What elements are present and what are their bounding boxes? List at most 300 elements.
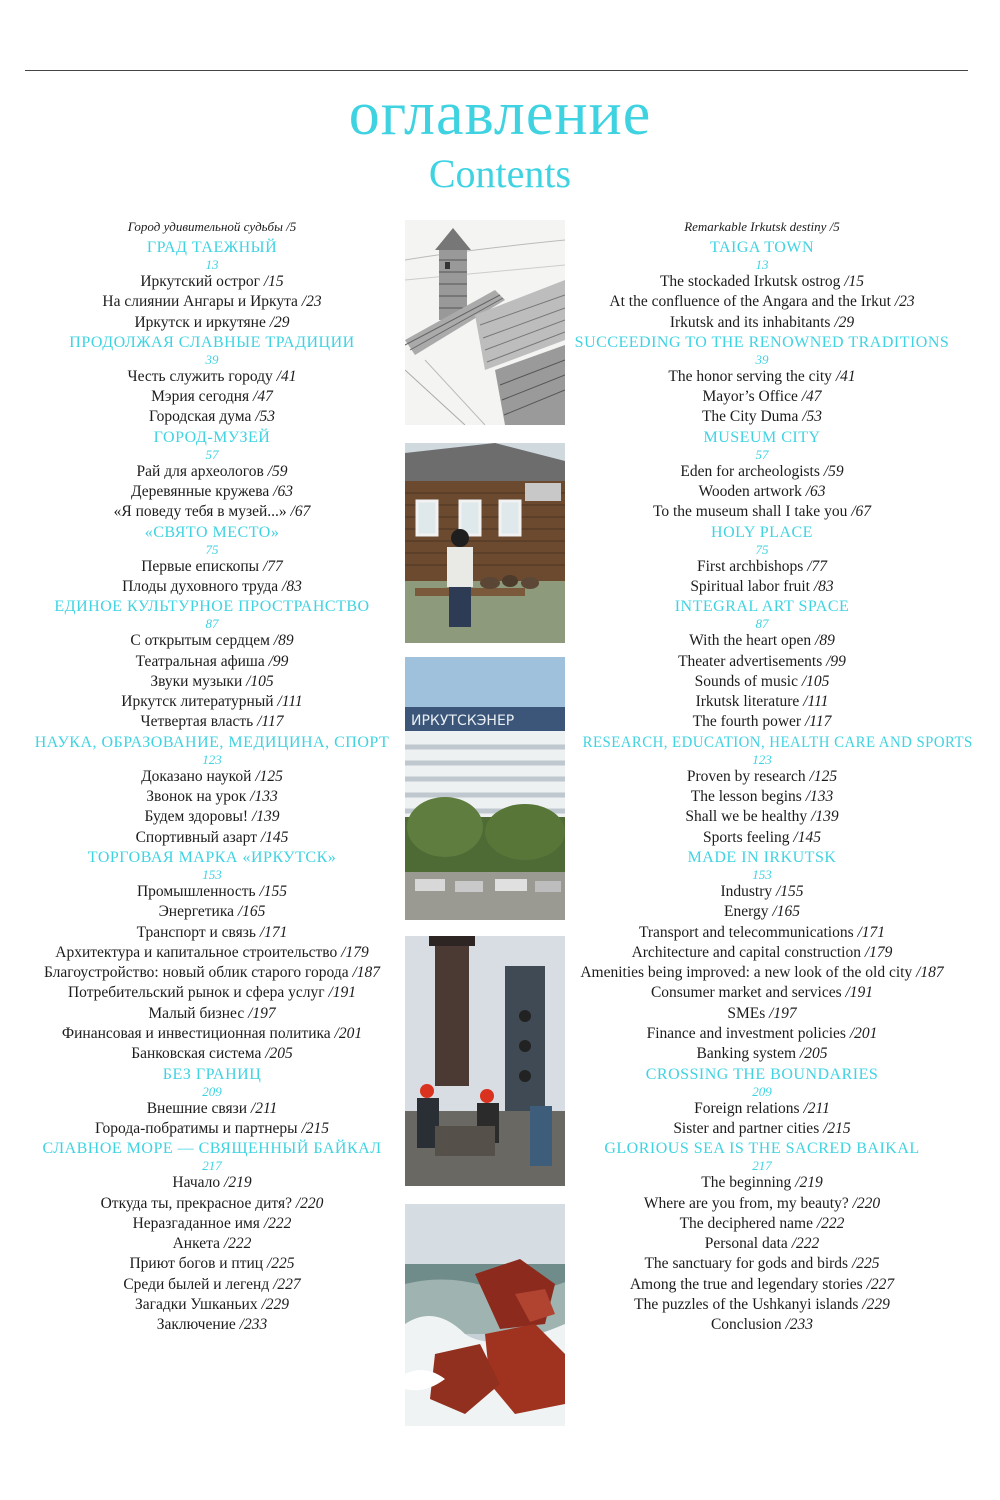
entry-text: Иркутск литературный [121,693,274,711]
toc-entry [17,387,407,407]
entry-text: Conclusion [710,1316,782,1334]
toc-section [567,333,957,428]
entry-page-number: /89 [815,632,835,650]
toc-entry [17,502,407,522]
entry-page-number: /41 [276,367,297,385]
toc-entry [17,292,407,312]
entry-page-number: /197 [769,1004,797,1022]
entry-text: Industry [720,882,773,900]
svg-text:ИРКУТСКЭНЕР: ИРКУТСКЭНЕР [411,713,515,729]
toc-entry [17,1044,407,1064]
toc-entry [17,943,407,963]
section-title: ТОРГОВАЯ МАРКА «ИРКУТСК» [87,848,337,866]
entry-page-number: /29 [834,313,855,331]
entry-page-number: /191 [328,984,357,1002]
toc-entry [567,1315,957,1335]
entry-page-number: /222 [263,1214,292,1232]
section-title: ЕДИНОЕ КУЛЬТУРНОЕ ПРОСТРАНСТВО [54,598,370,616]
entry-text: Деревянные кружева [131,483,270,501]
toc-entry [567,1214,957,1234]
entry-text: First archbishops [696,557,804,575]
entry-text: Shall we be healthy [685,808,808,826]
toc-entry [567,787,957,807]
entry-text: Анкета [172,1235,220,1253]
toc-entry [567,983,957,1003]
entry-page-number: /133 [250,788,278,806]
entry-text: To the museum shall I take you [652,503,848,521]
entry-page-number: /171 [259,923,288,941]
toc-entry [567,1099,957,1119]
entry-page-number: /53 [255,408,276,426]
entry-page-number: /155 [259,882,288,900]
entry-page-number: /125 [809,767,838,785]
contents-column-en [567,216,973,1336]
toc-entry [17,983,407,1003]
entry-page-number: /229 [261,1295,290,1313]
entry-text: The City Duma [701,408,799,426]
toc-entry [567,313,957,333]
entry-text: Архитектура и капитальное строительство [55,943,338,961]
toc-entry [567,502,957,522]
entry-text: The deciphered name [679,1214,813,1232]
entry-text: Иркутский острог [140,273,260,290]
toc-entry [17,1295,407,1315]
entry-text: Промышленность [136,882,256,900]
toc-entry [567,631,957,651]
entry-page-number: /165 [237,903,266,921]
top-rule [25,70,968,71]
section-page-number: 57 [205,446,219,462]
entry-text: Финансовая и инвестиционная политика [61,1025,331,1043]
entry-text: Banking system [696,1045,797,1063]
entry-page-number: /99 [826,652,846,670]
entry-page-number: /111 [803,693,829,711]
entry-page-number: /77 [262,557,283,575]
entry-page-number: /229 [862,1295,890,1313]
entry-text: Города-побратимы и партнеры [94,1119,298,1137]
entry-text: Честь служить городу [127,367,273,385]
entry-page-number: /23 [301,293,322,311]
entry-page-number: /220 [295,1194,324,1212]
toc-entry [17,1024,407,1044]
entry-page-number: /133 [805,788,834,806]
entry-text: Городская дума [148,408,252,426]
entry-page-number: /15 [263,273,284,290]
section-title: БЕЗ ГРАНИЦ [162,1065,262,1083]
toc-entry [17,828,407,848]
entry-page-number: /105 [801,672,830,690]
entry-page-number: /197 [248,1004,276,1022]
section-title: ПРОДОЛЖАЯ СЛАВНЫЕ ТРАДИЦИИ [69,333,355,351]
section-title: СЛАВНОЕ МОРЕ — СВЯЩЕННЫЙ БАЙКАЛ [42,1140,382,1158]
toc-entry [17,692,407,712]
entry-text: Звуки музыки [150,672,243,690]
entry-text: The stockaded Irkutsk ostrog [659,273,841,290]
entry-page-number: /220 [852,1194,881,1212]
toc-entry [17,1234,407,1254]
section-page-number: 13 [205,257,219,272]
toc-entry [567,1173,957,1193]
entry-text: Architecture and capital construction [631,943,861,961]
toc-entry [17,1194,407,1214]
entry-text: Energy [724,903,769,921]
entry-page-number: /219 [795,1174,823,1192]
toc-entry [17,1275,407,1295]
entry-page-number: /145 [260,828,289,846]
photo-potter-wooden-house [405,443,565,643]
entry-text: Начало [172,1174,221,1192]
entry-text: Foreign relations [694,1099,800,1117]
intro-line [17,216,407,238]
toc-entry [17,313,407,333]
toc-entry [567,557,957,577]
entry-page-number: /77 [807,557,828,575]
entry-page-number: /205 [265,1045,293,1063]
entry-text: Finance and investment policies [646,1025,846,1043]
entry-text: SMEs [727,1004,766,1022]
entry-page-number: /47 [801,388,822,406]
section-page-number: 75 [755,541,769,557]
entry-page-number: /191 [845,984,874,1002]
toc-entry [17,882,407,902]
section-title: HOLY PLACE [711,523,813,541]
toc-entry [17,557,407,577]
toc-section [567,1065,957,1140]
toc-entry [567,292,957,312]
entry-page-number: /215 [823,1119,851,1137]
entry-page-number: /139 [811,808,839,826]
entry-page-number: /165 [772,903,800,921]
section-page-number: 209 [752,1083,772,1099]
entry-page-number: /83 [282,577,302,595]
photo-irkutskenergo-building [405,657,565,920]
entry-text: Irkutsk literature [695,693,800,711]
toc-section [567,238,957,333]
toc-entry [567,923,957,943]
toc-entry [567,712,957,732]
entry-text: На слиянии Ангары и Иркута [102,293,298,311]
entry-page-number: /215 [301,1119,330,1137]
entry-page-number: /187 [352,964,381,982]
entry-text: Mayor’s Office [702,388,798,406]
toc-entry [17,1099,407,1119]
entry-page-number: /117 [257,713,284,731]
toc-entry [567,1044,957,1064]
toc-section [567,1139,957,1335]
entry-text: Спортивный азарт [135,828,257,846]
section-title: MADE IN IRKUTSK [687,848,837,866]
entry-text: Среди былей и легенд [123,1275,270,1293]
section-title: MUSEUM CITY [703,428,821,446]
section-page-number: 153 [752,866,772,882]
toc-entry [567,1024,957,1044]
entry-page-number: /125 [255,767,283,785]
entry-text: The lesson begins [690,788,802,806]
entry-text: Будем здоровы! [144,808,249,826]
toc-entry [567,902,957,922]
entry-page-number: /29 [269,313,290,331]
entry-text: The sanctuary for gods and birds [644,1255,849,1273]
photo-sketch-wooden-fort [405,220,565,425]
entry-page-number: /23 [894,293,915,311]
section-title: SUCCEEDING TO THE RENOWNED TRADITIONS [574,333,950,351]
section-page-number: 87 [755,616,769,632]
entry-text: Откуда ты, прекрасное дитя? [100,1194,292,1212]
toc-entry [17,1119,407,1139]
entry-text: Энергетика [158,903,234,921]
toc-section [567,428,957,523]
toc-section [17,1139,407,1335]
toc-entry [17,902,407,922]
toc-section [17,333,407,428]
entry-text: Транспорт и связь [136,923,256,941]
entry-text: The puzzles of the Ushkanyi islands [634,1295,859,1313]
toc-entry [17,482,407,502]
toc-entry [567,882,957,902]
section-page-number: 87 [205,616,219,632]
entry-text: Sounds of music [694,672,798,690]
entry-text: Загадки Ушканьих [134,1295,258,1313]
section-title: «СВЯТО МЕСТО» [144,523,280,541]
toc-entry [567,672,957,692]
entry-page-number: /111 [277,693,303,711]
entry-page-number: /227 [273,1275,301,1293]
entry-page-number: /201 [849,1025,878,1043]
toc-entry [17,462,407,482]
entry-page-number: /47 [253,388,273,406]
entry-page-number: /155 [775,882,804,900]
section-page-number: 13 [755,257,769,272]
toc-section [567,848,957,1065]
section-page-number: 57 [755,446,769,462]
section-title: НАУКА, ОБРАЗОВАНИЕ, МЕДИЦИНА, СПОРТ [34,733,390,751]
entry-page-number: /233 [785,1316,814,1334]
entry-text: Sports feeling [703,828,790,846]
entry-text: The honor serving the city [668,367,832,385]
intro-page: /5 [286,219,297,234]
entry-page-number: /99 [268,652,289,670]
entry-page-number: /205 [799,1045,828,1063]
entry-text: Плоды духовного труда [122,577,279,595]
toc-entry [567,963,957,983]
entry-page-number: /222 [816,1214,845,1232]
photo-workers-industrial-column [405,936,565,1186]
toc-section [567,523,957,598]
entry-text: Звонок на урок [146,788,247,806]
entry-page-number: /233 [239,1316,268,1334]
section-title: ГОРОД-МУЗЕЙ [153,428,271,446]
entry-text: Доказано наукой [141,767,252,785]
toc-entry [567,387,957,407]
entry-page-number: /145 [793,828,821,846]
entry-page-number: /63 [273,483,293,501]
toc-entry [567,807,957,827]
photo-baikal-rocks-waves [405,1204,565,1426]
toc-entry [17,1254,407,1274]
entry-text: Благоустройство: новый облик старого города [43,964,349,982]
intro-line [567,216,957,238]
entry-page-number: /227 [866,1275,895,1293]
entry-text: Amenities being improved: a new look of the old city [580,964,913,982]
toc-section [567,597,957,732]
entry-text: Рай для археологов [136,462,264,480]
entry-page-number: /201 [334,1025,363,1043]
entry-page-number: /89 [273,632,294,650]
toc-entry [567,577,957,597]
entry-page-number: /225 [266,1255,295,1273]
section-title: CROSSING THE BOUNDARIES [645,1065,879,1083]
entry-text: The beginning [701,1174,792,1192]
toc-entry [17,631,407,651]
entry-page-number: /53 [802,408,823,426]
toc-entry [567,1194,957,1214]
toc-entry [17,767,407,787]
entry-page-number: /41 [835,367,856,385]
entry-page-number: /105 [246,672,274,690]
entry-text: Иркутск и иркутяне [134,313,266,331]
toc-entry [567,407,957,427]
entry-page-number: /219 [224,1174,252,1192]
toc-entry [17,652,407,672]
toc-entry [17,1004,407,1024]
entry-text: Transport and telecommunications [638,923,854,941]
entry-page-number: /15 [844,273,865,290]
intro-text: Remarkable Irkutsk destiny [684,219,827,234]
entry-page-number: /83 [813,577,834,595]
entry-text: With the heart open [689,632,812,650]
toc-entry [567,1295,957,1315]
toc-entry [17,1214,407,1234]
toc-entry [567,943,957,963]
section-page-number: 217 [752,1158,772,1174]
entry-page-number: /139 [251,808,280,826]
entry-text: Consumer market and services [650,984,842,1002]
toc-section [17,848,407,1065]
entry-page-number: /63 [805,483,826,501]
toc-entry [17,407,407,427]
entry-page-number: /179 [341,943,369,961]
section-title: INTEGRAL ART SPACE [674,598,850,616]
section-page-number: 217 [202,1158,222,1174]
section-page-number: 39 [755,351,769,367]
toc-section [17,428,407,523]
toc-entry [567,1234,957,1254]
entry-page-number: /225 [851,1255,880,1273]
section-title: ГРАД ТАЕЖНЫЙ [146,239,278,256]
entry-page-number: /222 [791,1235,820,1253]
entry-page-number: /222 [223,1235,252,1253]
intro-text: Город удивительной судьбы [127,219,283,234]
entry-page-number: /187 [916,964,944,982]
entry-text: Приют богов и птиц [129,1255,264,1273]
section-page-number: 209 [202,1083,222,1099]
entry-page-number: /211 [803,1099,830,1117]
toc-section [17,238,407,333]
toc-entry [567,367,957,387]
entry-text: Among the true and legendary stories [629,1275,863,1293]
toc-entry [17,963,407,983]
entry-text: Spiritual labor fruit [690,577,810,595]
entry-text: Мэрия сегодня [151,388,250,406]
entry-text: The fourth power [692,713,802,731]
entry-text: Proven by research [686,767,806,785]
entry-text: Неразгаданное имя [132,1214,260,1232]
toc-entry [17,923,407,943]
page-title-ru: оглавление [348,80,652,148]
toc-entry [17,672,407,692]
section-title: RESEARCH, EDUCATION, HEALTH CARE AND SPORTS [582,733,973,751]
entry-text: Малый бизнес [148,1004,245,1022]
toc-section [17,733,407,848]
toc-entry [567,272,957,292]
contents-column-ru [17,216,407,1336]
entry-text: Заключение [156,1316,236,1334]
toc-section [17,523,407,598]
entry-page-number: /59 [823,462,844,480]
toc-entry [17,1315,407,1335]
entry-text: Внешние связи [146,1099,248,1117]
page-title-en: Contents [428,151,572,196]
entry-text: «Я поведу тебя в музей...» [113,503,287,521]
entry-page-number: /59 [267,462,288,480]
section-page-number: 39 [205,351,219,367]
toc-section [567,733,973,848]
toc-entry [567,692,957,712]
entry-text: Irkutsk and its inhabitants [669,313,831,331]
entry-text: Четвертая власть [140,713,254,731]
entry-page-number: /171 [857,923,886,941]
toc-section [17,1065,407,1140]
section-page-number: 75 [205,541,219,557]
toc-entry [17,807,407,827]
toc-entry [17,712,407,732]
entry-text: Personal data [704,1235,788,1253]
entry-page-number: /179 [864,943,893,961]
toc-entry [567,1275,957,1295]
intro-page: /5 [829,219,840,234]
toc-entry [567,828,957,848]
section-page-number: 123 [202,751,222,767]
entry-page-number: /117 [804,713,832,731]
toc-entry [17,1173,407,1193]
entry-text: Театральная афиша [135,652,265,670]
toc-entry [567,1004,957,1024]
section-title: TAIGA TOWN [709,239,814,256]
entry-page-number: /67 [290,503,311,521]
toc-entry [17,577,407,597]
entry-text: Theater advertisements [678,652,823,670]
toc-entry [17,272,407,292]
toc-entry [17,367,407,387]
section-page-number: 153 [202,866,222,882]
section-page-number: 123 [752,751,772,767]
entry-text: Where are you from, my beauty? [643,1194,849,1212]
entry-text: At the confluence of the Angara and the Irkut [609,293,891,311]
section-title: GLORIOUS SEA IS THE SACRED BAIKAL [604,1140,920,1158]
toc-entry [567,767,957,787]
entry-page-number: /67 [851,503,872,521]
toc-entry [567,462,957,482]
entry-text: Потребительский рынок и сфера услуг [67,984,325,1002]
toc-entry [567,482,957,502]
entry-text: Первые епископы [141,557,260,575]
entry-text: Банковская система [131,1045,262,1063]
toc-entry [567,1254,957,1274]
entry-text: С открытым сердцем [130,632,270,650]
toc-entry [17,787,407,807]
entry-page-number: /211 [250,1099,278,1117]
entry-text: Sister and partner cities [673,1119,820,1137]
